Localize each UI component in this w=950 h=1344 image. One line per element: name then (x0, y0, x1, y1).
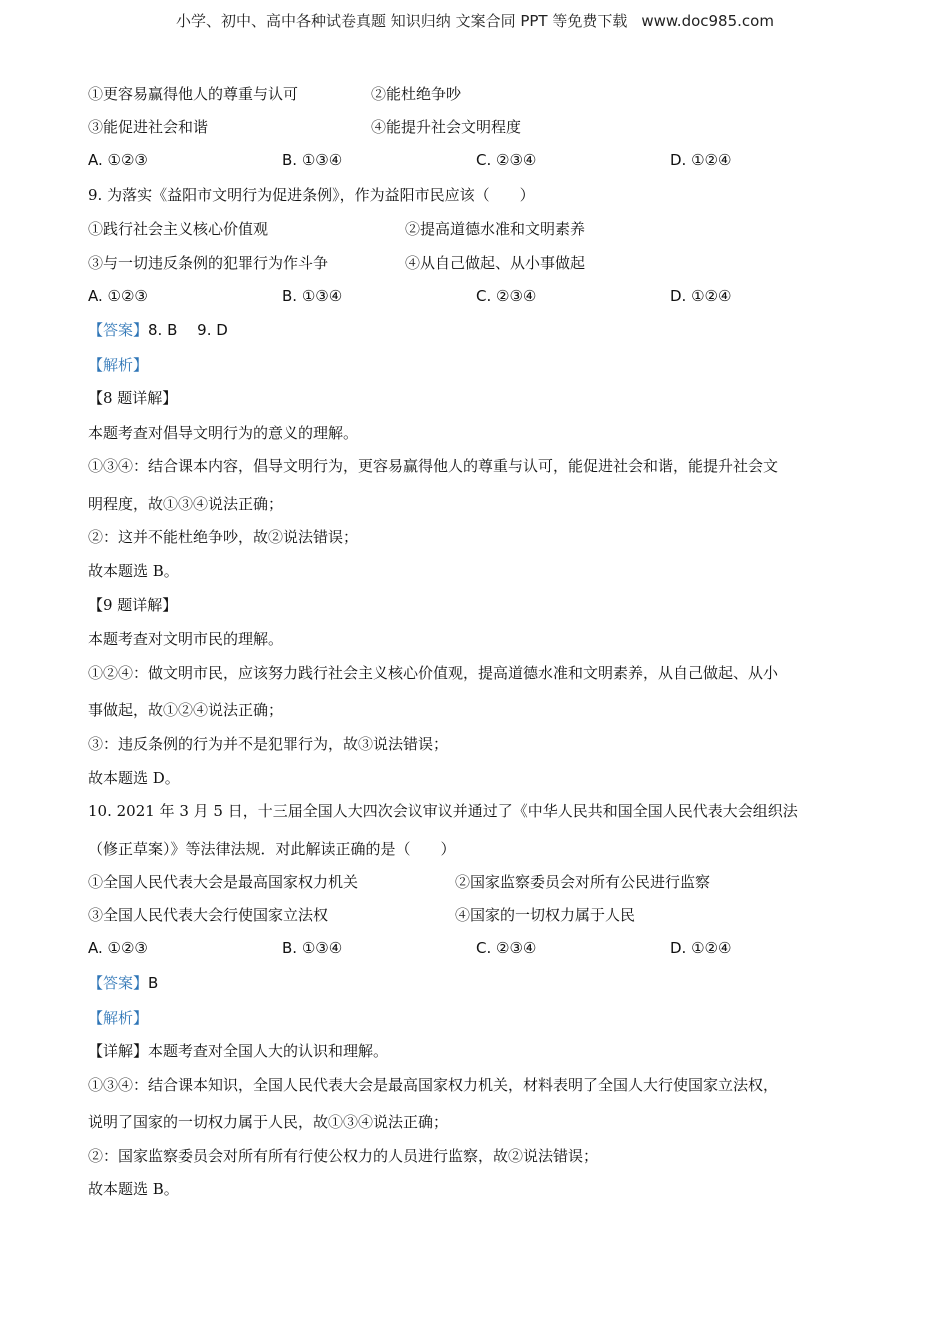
detail-10-line3: 说明了国家的一切权力属于人民，故①③④说法正确； (88, 1113, 449, 1131)
detail-8-line5: 故本题选 B。 (88, 562, 179, 580)
detail-8-line3: 明程度，故①③④说法正确； (88, 495, 284, 513)
detail-9-line4: ③：违反条例的行为并不是犯罪行为，故③说法错误； (88, 735, 449, 753)
answer-tag: 【答案】 (88, 974, 149, 992)
detail-9-line5: 故本题选 D。 (88, 769, 180, 787)
answer-text: B (148, 974, 159, 992)
detail-9-line2: ①②④：做文明市民，应该努力践行社会主义核心价值观，提高道德水准和文明素养，从自己做起、从小 (88, 664, 779, 682)
page-header (0, 10, 950, 31)
q9-choice-b: B. ①③④ (282, 287, 343, 305)
q8-choice-a: A. ①②③ (88, 151, 148, 169)
q9-option-1: ①践行社会主义核心价值观 (88, 220, 269, 238)
detail-10-line2: ①③④：结合课本知识，全国人民代表大会是最高国家权力机关，材料表明了全国人大行使国家立法权， (88, 1076, 779, 1094)
q10-option-2: ②国家监察委员会对所有公民进行监察 (455, 873, 711, 891)
q10-choice-c: C. ②③④ (476, 939, 537, 957)
detail-10-line1: 【详解】本题考查对全国人大的认识和理解。 (88, 1042, 389, 1060)
q10-option-3: ③全国人民代表大会行使国家立法权 (88, 906, 329, 924)
q10-stem-line2: （修正草案）》等法律法规．对此解读正确的是（ ） (88, 840, 456, 858)
q8-option-1: ①更容易赢得他人的尊重与认可 (88, 85, 299, 103)
q8-option-2: ②能杜绝争吵 (371, 85, 462, 103)
answer-block-2 (88, 973, 158, 993)
q10-stem-line1: 10. 2021 年 3 月 5 日，十三届全国人大四次会议审议并通过了《中华人民共和国全国人民代表大会组织法 (88, 802, 798, 820)
answer-text: 8. B 9. D (148, 321, 228, 339)
q9-stem: 9. 为落实《益阳市文明行为促进条例》，作为益阳市民应该（ ） (88, 186, 535, 204)
detail-8-line2: ①③④：结合课本内容，倡导文明行为，更容易赢得他人的尊重与认可，能促进社会和谐，能提升社会文 (88, 457, 779, 475)
q9-option-4: ④从自己做起、从小事做起 (405, 254, 586, 272)
detail-8-line4: ②：这并不能杜绝争吵，故②说法错误； (88, 528, 359, 546)
detail-10-line4: ②：国家监察委员会对所有所有行使公权力的人员进行监察，故②说法错误； (88, 1147, 599, 1165)
detail-9-line1: 本题考查对文明市民的理解。 (88, 630, 284, 648)
q9-choice-d: D. ①②④ (670, 287, 732, 305)
answer-tag: 【答案】 (88, 321, 149, 339)
header-text: 小学、初中、高中各种试卷真题 知识归纳 文案合同 PPT 等免费下载 (176, 12, 628, 30)
q8-choice-c: C. ②③④ (476, 151, 537, 169)
detail-10-line5: 故本题选 B。 (88, 1180, 179, 1198)
q8-option-4: ④能提升社会文明程度 (371, 118, 522, 136)
answer-block-1 (88, 320, 228, 340)
detail-8-line1: 本题考查对倡导文明行为的意义的理解。 (88, 424, 359, 442)
analysis-tag: 【解析】 (88, 356, 149, 374)
q10-choice-d: D. ①②④ (670, 939, 732, 957)
q10-option-4: ④国家的一切权力属于人民 (455, 906, 636, 924)
header-site-link[interactable]: www.doc985.com (641, 12, 774, 30)
q10-choice-a: A. ①②③ (88, 939, 148, 957)
detail-9-title: 【9 题详解】 (88, 596, 178, 614)
q9-option-2: ②提高道德水准和文明素养 (405, 220, 586, 238)
detail-9-line3: 事做起，故①②④说法正确； (88, 701, 284, 719)
analysis-tag: 【解析】 (88, 1009, 149, 1027)
q9-choice-a: A. ①②③ (88, 287, 148, 305)
q8-choice-b: B. ①③④ (282, 151, 343, 169)
q8-choice-d: D. ①②④ (670, 151, 732, 169)
q10-option-1: ①全国人民代表大会是最高国家权力机关 (88, 873, 359, 891)
q9-option-3: ③与一切违反条例的犯罪行为作斗争 (88, 254, 329, 272)
q9-choice-c: C. ②③④ (476, 287, 537, 305)
q10-choice-b: B. ①③④ (282, 939, 343, 957)
q8-option-3: ③能促进社会和谐 (88, 118, 209, 136)
detail-8-title: 【8 题详解】 (88, 389, 178, 407)
